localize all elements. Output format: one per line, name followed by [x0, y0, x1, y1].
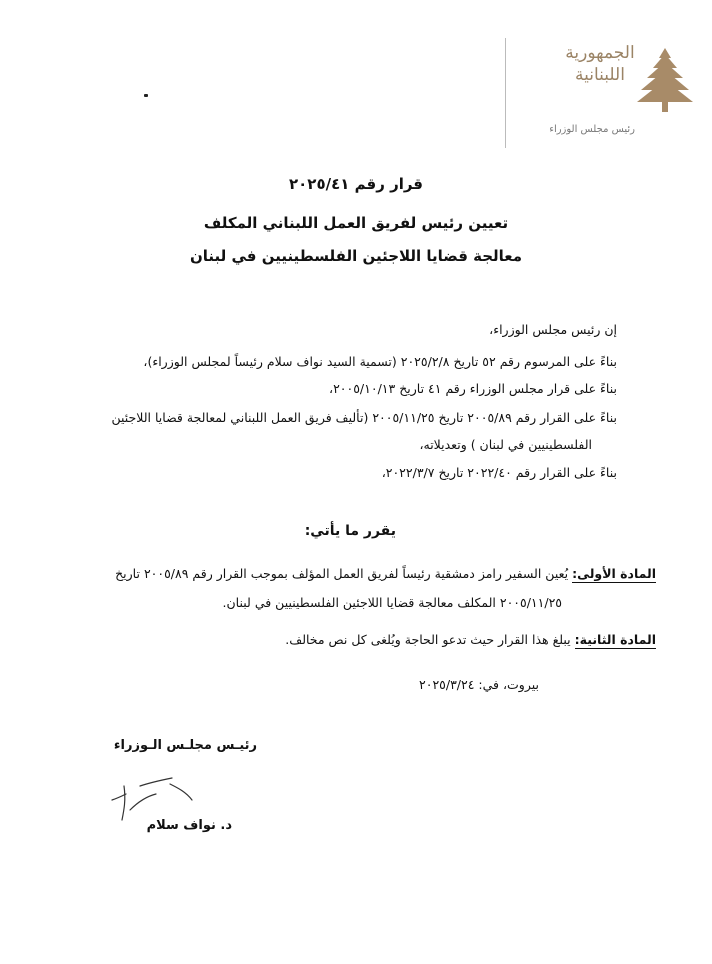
decision-title-line-2: معالجة قضايا اللاجئين الفلسطينيين في لبنان	[189, 247, 523, 265]
preamble-line: بناءً على المرسوم رقم ٥٢ تاريخ ٢٠٢٥/٢/٨ (تسمية السيد نواف سلام رئيساً لمجلس الوزراء)،	[143, 354, 617, 369]
decision-number: قرار رقم ٢٠٢٥/٤١	[288, 175, 423, 193]
letterhead-divider	[505, 38, 506, 148]
stray-mark	[144, 94, 148, 97]
emblem-text-line-1: الجمهورية	[565, 43, 635, 63]
article-1-text: يُعين السفير رامز دمشقية رئيساً لفريق العمل المؤلف بموجب القرار رقم ٢٠٠٥/٨٩ تاريخ	[115, 566, 569, 581]
preamble-line: الفلسطينيين في لبنان ) وتعديلاته،	[419, 437, 592, 452]
signatory-title: رئيـس مجلـس الـوزراء	[113, 738, 257, 753]
place-date: بيروت، في: ٢٠٢٥/٣/٢٤	[419, 677, 539, 692]
decides-heading: يقرر ما يأتي:	[304, 523, 396, 539]
letterhead	[505, 38, 695, 150]
signatory-name: د. نواف سلام	[146, 818, 232, 833]
article-1	[115, 566, 656, 581]
article-2-label: المادة الثانية:	[574, 632, 656, 647]
preamble-line: بناءً على القرار رقم ٢٠٠٥/٨٩ تاريخ ٢٠٠٥/١١/٢٥ (تأليف فريق العمل اللبناني لمعالجة قضايا اللاجئين	[111, 410, 617, 425]
article-1-label: المادة الأولى:	[572, 566, 656, 581]
preamble-line: إن رئيس مجلس الوزراء،	[489, 322, 617, 337]
emblem-text-line-2: اللبنانية	[575, 65, 625, 85]
republic-emblem-text	[565, 42, 635, 86]
letterhead-office: رئيس مجلس الوزراء	[549, 124, 635, 135]
cedar-tree-icon	[637, 46, 693, 116]
handwritten-signature	[100, 770, 220, 825]
article-2-text: يبلغ هذا القرار حيث تدعو الحاجة ويُلغى كل نص مخالف.	[285, 632, 571, 647]
article-2	[285, 632, 656, 647]
preamble-line: بناءً على قرار مجلس الوزراء رقم ٤١ تاريخ ٢٠٠٥/١٠/١٣،	[329, 381, 617, 396]
article-1-continuation: ٢٠٠٥/١١/٢٥ المكلف معالجة قضايا اللاجئين الفلسطينيين في لبنان.	[222, 595, 562, 610]
decision-title-line-1: تعيين رئيس لفريق العمل اللبناني المكلف	[203, 214, 509, 232]
preamble-line: بناءً على القرار رقم ٢٠٢٢/٤٠ تاريخ ٢٠٢٢/٣/٧،	[381, 465, 617, 480]
